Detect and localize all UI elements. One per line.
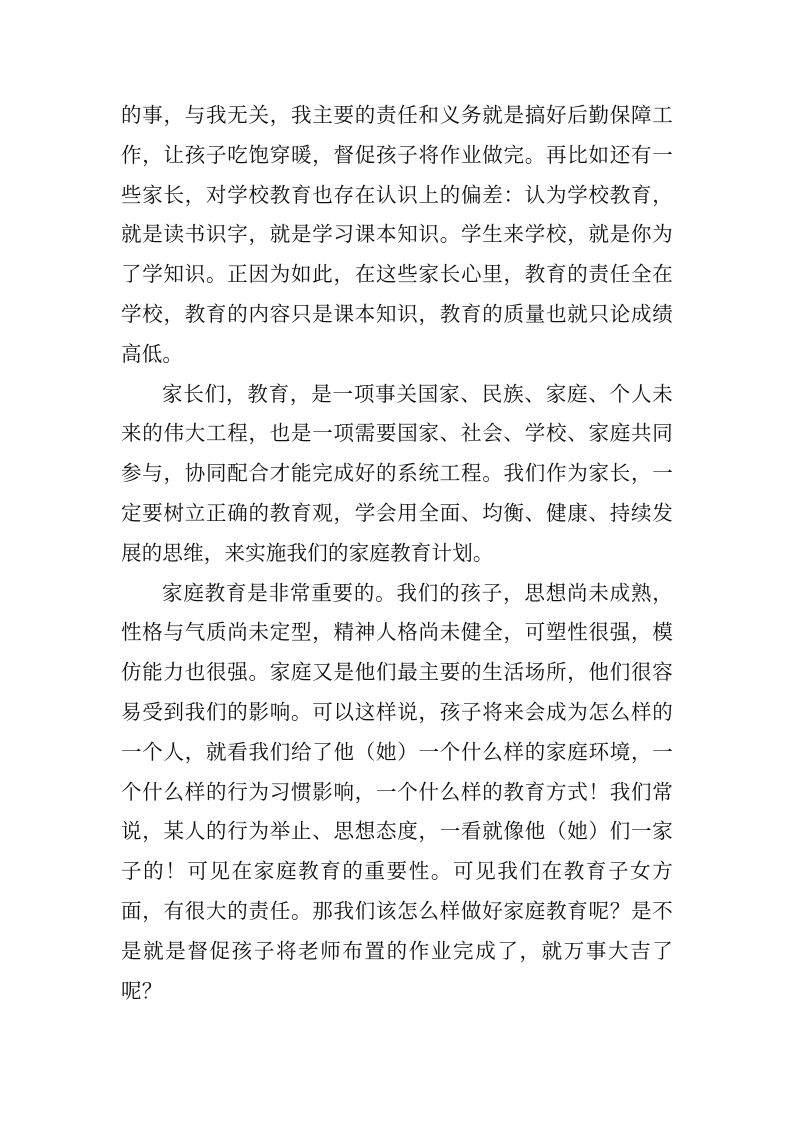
paragraph-2: 家长们，教育，是一项事关国家、民族、家庭、个人未来的伟大工程，也是一项需要国家、社会、学校、家庭共同参与，协同配合才能完成好的系统工程。我们作为家长，一定要树立正确的教育观，学会用全面、均衡、健康、持续发展的思维，来实施我们的家庭教育计划。 — [121, 381, 673, 565]
paragraph-1: 的事，与我无关，我主要的责任和义务就是搞好后勤保障工作，让孩子吃饱穿暖，督促孩子将作业做完。再比如还有一些家长，对学校教育也存在认识上的偏差：认为学校教育，就是读书识字，就是学习课本知识。学生来学校，就是你为了学知识。正因为如此，在这些家长心里，教育的责任全在学校，教育的内容只是课本知识，教育的质量也就只论成绩高低。 — [121, 103, 673, 366]
document-body — [121, 96, 673, 1011]
paragraph-3: 家庭教育是非常重要的。我们的孩子，思想尚未成熟，性格与气质尚未定型，精神人格尚未健全，可塑性很强，模仿能力也很强。家庭又是他们最主要的生活场所，他们很容易受到我们的影响。可以这样说，孩子将来会成为怎么样的一个人，就看我们给了他（她）一个什么样的家庭环境，一个什么样的行为习惯影响，一个什么样的教育方式！我们常说，某人的行为举止、思想态度，一看就像他（她）们一家子的！可见在家庭教育的重要性。可见我们在教育子女方面，有很大的责任。那我们该怎么样做好家庭教育呢？是不是就是督促孩子将老师布置的作业完成了，就万事大吉了呢？ — [121, 580, 673, 1003]
